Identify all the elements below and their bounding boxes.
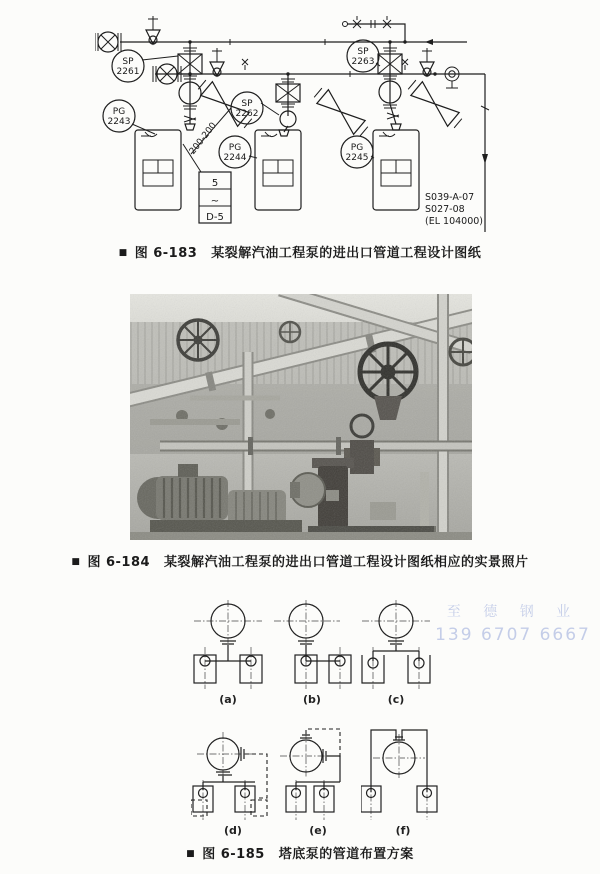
balloon-text: 2262 [235,109,259,119]
scheme-b-label: (b) [303,693,321,706]
figure-184-caption [0,551,600,570]
balloon-pg2243 [103,100,155,134]
strainer-2 [312,86,370,138]
valve-circle-x-left [95,32,121,52]
pump-train-b [276,74,300,136]
spec-break-marks [242,59,408,70]
caption-bullet-icon: ■ [71,557,81,567]
caption-bullet-icon: ■ [186,849,196,859]
box-row-3: D-5 [206,212,224,223]
balloon-text: PG [112,107,126,117]
scheme-a [186,597,270,706]
scheme-f-drawing [361,726,445,822]
scheme-b [270,597,354,706]
scheme-e-drawing [276,726,360,822]
flow-arrow-down [482,154,488,164]
figure-184-number: 图 6-184 [87,555,151,570]
balloon-sp2261 [112,50,178,82]
scheme-f [361,726,445,837]
figure-185-title: 塔底泵的管道布置方案 [278,847,414,862]
figure-183-number: 图 6-183 [134,246,198,261]
figure-183-piping-drawing [95,8,505,240]
drawing-number-notes [425,192,483,227]
drawing-no-1: S039-A-07 [425,192,475,203]
balloon-pg2245 [341,136,374,168]
pipe-size-text: 200-200 [187,120,219,157]
box-row-2: ~ [210,196,220,207]
pump-1-outline [135,130,181,210]
strainer-3 [406,78,464,130]
caption-bullet-icon: ■ [118,248,128,258]
balloon-text: SP [122,57,134,67]
balloon-sp2263 [347,40,380,72]
figure-184-photo [130,294,472,540]
scheme-e-label: (e) [309,824,327,837]
scheme-c-drawing [354,597,438,691]
balloon-text: SP [357,47,369,57]
balloon-text: 2243 [107,117,131,127]
valve-circle-x-inline [153,64,181,84]
relief-valve-2 [210,48,224,76]
elevation-note: (EL 104000) [425,216,483,227]
pipe-size-label [188,108,231,157]
pump-3-outline [373,130,419,210]
figure-183-caption [0,242,600,261]
scheme-c [354,597,438,706]
balloon-pg2244 [219,136,257,168]
figure-183-title: 某裂解汽油工程泵的进出口管道工程设计图纸 [211,246,482,261]
scheme-e [276,726,360,837]
scheme-b-drawing [270,597,354,691]
photo-canvas [130,294,472,540]
balloon-text: 2245 [345,153,369,163]
scheme-a-label: (a) [219,693,237,706]
balloon-text: 2244 [223,153,247,163]
scheme-d-drawing [191,726,275,822]
balloon-text: SP [241,99,253,109]
watermark [428,601,598,645]
photo-grain-overlay [130,294,472,540]
scheme-d [191,726,275,837]
balloon-text: PG [350,143,364,153]
pid-drawing-canvas [95,8,505,240]
local-gauge-instrument [445,67,459,88]
drawing-no-2: S027-08 [425,204,465,215]
scheme-d-label: (d) [224,824,242,837]
figure-185-caption [0,843,600,862]
flow-arrow-left [425,39,433,45]
watermark-phone: 139 6707 6667 [435,625,591,645]
balloon-text: 2263 [351,57,375,67]
balloon-sp2262 [231,92,279,124]
scheme-f-label: (f) [395,824,411,837]
bypass-line [343,16,406,42]
balloon-text: PG [228,143,242,153]
pump-train-c [378,42,402,130]
pump-2-outline [255,130,301,210]
scheme-a-drawing [186,597,270,691]
figure-185-number: 图 6-185 [202,847,265,862]
balloon-text: 2261 [116,67,140,77]
watermark-company: 至 德 钢 业 [446,604,580,620]
relief-valve-1 [146,16,160,44]
figure-184-title: 某裂解汽油工程泵的进出口管道工程设计图纸相应的实景照片 [164,555,529,570]
box-row-1: 5 [211,178,219,189]
pump-train-a [178,42,202,130]
scheme-c-label: (c) [387,693,405,706]
relief-valve-3 [420,48,434,76]
